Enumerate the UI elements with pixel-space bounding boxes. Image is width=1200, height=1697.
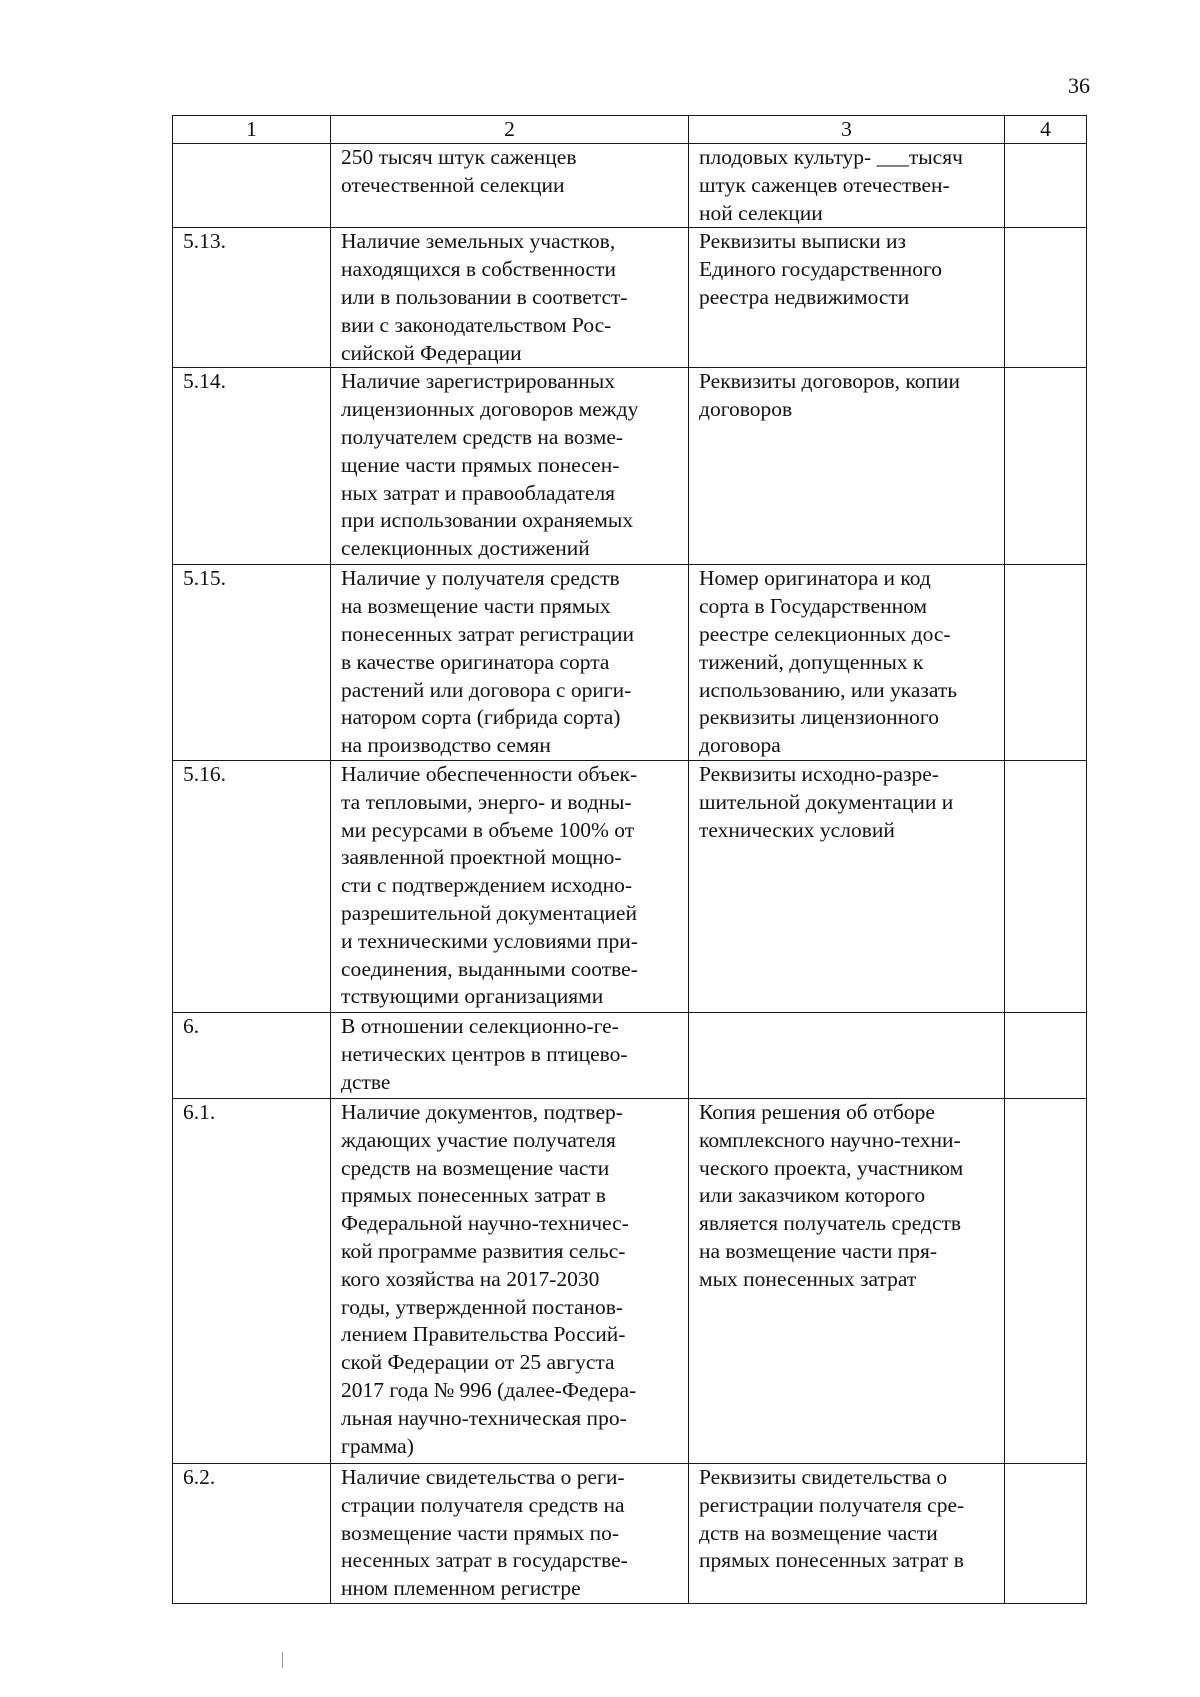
column-header-3: 3: [689, 116, 1005, 144]
table-row: [173, 1463, 1087, 1603]
column-header-2: 2: [331, 116, 689, 144]
document-cell: Реквизиты договоров, копии договоров: [689, 368, 1005, 565]
requirement-cell: 250 тысяч штук саженцев отечественной селекции: [331, 144, 689, 228]
row-number-cell: 6.1.: [173, 1098, 331, 1463]
note-cell: [1005, 565, 1087, 761]
table-row: [173, 368, 1087, 565]
note-cell: [1005, 144, 1087, 228]
row-number-cell: 5.15.: [173, 565, 331, 761]
requirement-cell: Наличие документов, подтвер- ждающих участие получателя средств на возмещение части прямых понесенных затрат в Федеральной научно-техничес- кой программе развития сельс- кого хозяйства на 2017-2030 годы, утвержденной постанов- лением Правительства Россий- ской Федерации от 25 августа 2017 года № 996 (далее-Федера- льная научно-техническая про- грамма): [331, 1098, 689, 1463]
requirement-cell: Наличие земельных участков, находящихся в собственности или в пользовании в соответст- вии с законодательством Рос- сийской Федерации: [331, 228, 689, 368]
requirement-cell: Наличие у получателя средств на возмещение части прямых понесенных затрат регистрации в качестве оригинатора сорта растений или договора с ориги- натором сорта (гибрида сорта) на производство семян: [331, 565, 689, 761]
note-cell: [1005, 1098, 1087, 1463]
row-number-cell: 6.2.: [173, 1463, 331, 1603]
row-number-cell: [173, 144, 331, 228]
table-header-row: [173, 116, 1087, 144]
note-cell: [1005, 228, 1087, 368]
note-cell: [1005, 1463, 1087, 1603]
document-cell: [689, 1012, 1005, 1098]
table-row: [173, 228, 1087, 368]
table-row: [173, 144, 1087, 228]
row-number-cell: 5.14.: [173, 368, 331, 565]
requirement-cell: Наличие обеспеченности объек- та тепловыми, энерго- и водны- ми ресурсами в объеме 100% от заявленной проектной мощно- сти с подтверждением исходно- разрешительной документацией и техническими условиями при- соединения, выданными соотве- тствующими организациями: [331, 760, 689, 1012]
requirement-cell: Наличие зарегистрированных лицензионных договоров между получателем средств на возме- щение части прямых понесен- ных затрат и правообладателя при использовании охраняемых селекционных достижений: [331, 368, 689, 565]
document-cell: Реквизиты выписки из Единого государственного реестра недвижимости: [689, 228, 1005, 368]
note-cell: [1005, 760, 1087, 1012]
table-row: [173, 1012, 1087, 1098]
row-number-cell: 6.: [173, 1012, 331, 1098]
scan-artifact: [282, 1652, 283, 1668]
document-cell: Копия решения об отборе комплексного научно-техни- ческого проекта, участником или заказчиком которого является получатель средств на возмещение части пря- мых понесенных затрат: [689, 1098, 1005, 1463]
column-header-1: 1: [173, 116, 331, 144]
column-header-4: 4: [1005, 116, 1087, 144]
note-cell: [1005, 368, 1087, 565]
table-row: [173, 1098, 1087, 1463]
document-cell: Номер оригинатора и код сорта в Государственном реестре селекционных дос- тижений, допущенных к использованию, или указать реквизиты лицензионного договора: [689, 565, 1005, 761]
requirement-cell: В отношении селекционно-ге- нетических центров в птицево- дстве: [331, 1012, 689, 1098]
document-cell: Реквизиты свидетельства о регистрации получателя сре- дств на возмещение части прямых понесенных затрат в: [689, 1463, 1005, 1603]
requirement-cell: Наличие свидетельства о реги- страции получателя средств на возмещение части прямых по- несенных затрат в государстве- нном племенном регистре: [331, 1463, 689, 1603]
table-row: [173, 760, 1087, 1012]
requirements-table: [172, 115, 1087, 1604]
row-number-cell: 5.16.: [173, 760, 331, 1012]
document-cell: Реквизиты исходно-разре- шительной документации и технических условий: [689, 760, 1005, 1012]
document-cell: плодовых культур- ___тысяч штук саженцев отечествен- ной селекции: [689, 144, 1005, 228]
table-row: [173, 565, 1087, 761]
note-cell: [1005, 1012, 1087, 1098]
row-number-cell: 5.13.: [173, 228, 331, 368]
page-number: 36: [1068, 73, 1090, 98]
